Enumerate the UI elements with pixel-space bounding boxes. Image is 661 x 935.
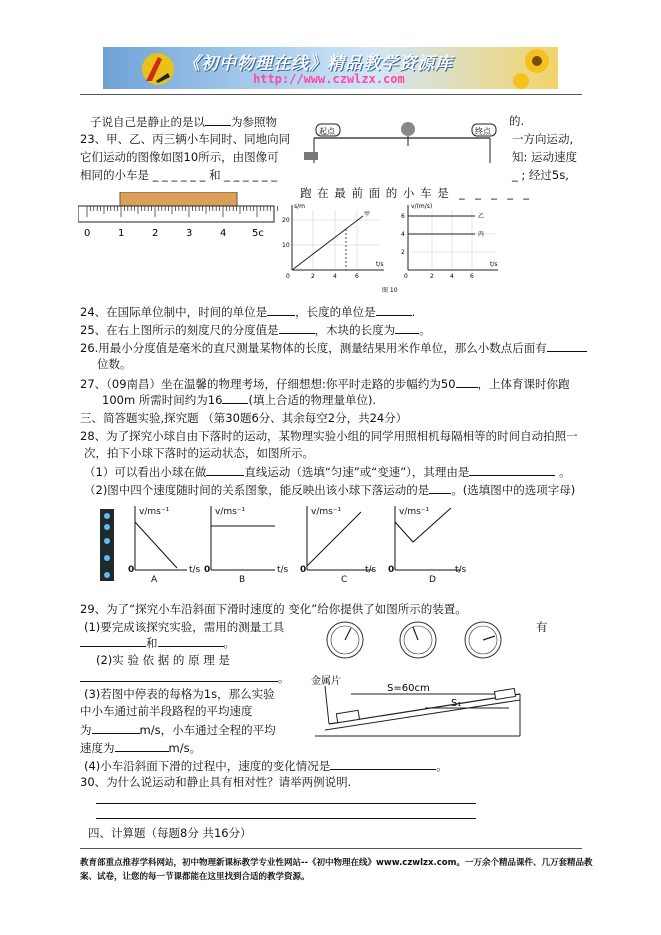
q29-line2-end: 有 [536,620,548,634]
header-title: 《初中物理在线》精品教学资源库 [183,54,453,74]
stopwatches [325,618,525,662]
right-graph-ylabel: v/(m/s) [411,203,433,210]
q28-line1: 28、为了探究小球自由下落时的运动，某物理实验小组的同学用照相机每隔相等的时间自动拍照一 [80,429,578,443]
fig10-end: 终点 [475,127,491,136]
ruler-label-3: 3 [186,228,193,239]
ruler-label-0: 0 [84,228,91,239]
incline-apparatus [305,672,527,744]
q23-line4: 跑 在 最 前 面 的 小 车 是 _ _ _ _ _ [300,186,531,200]
q29-line8: 为 m/s，小车通过全程的平均 [80,723,276,737]
vt-graphs [125,500,475,590]
q30-line: 30、为什么说运动和静止具有相对性？请举两例说明. [80,775,352,789]
ball-photo [100,509,114,581]
q29-line6: (3)若图中停表的每格为1s，那么实验 [84,687,275,701]
right-xtick-2: 2 [430,273,434,280]
q29-line2: (1)要完成该探究实验，需用的测量工具 [84,620,285,634]
sunflower-icon [513,47,558,89]
q29-line7: 中小车通过前半段路程的平均速度 [80,704,253,718]
q29-line10: (4)小车沿斜面下滑的过程中，速度的变化情况是 。 [84,759,448,773]
left-graph-xlabel: t/s [376,261,384,268]
logo-icon [138,51,178,87]
answer-line [96,818,476,819]
ruler-label-5: 5c [252,228,264,239]
footer-text: 教育部重点推荐学科网站，初中物理新课标教学专业性网站--《初中物理在线》www.czwlzx.com。一万余个精品课件、几万套精品教案、试卷，让您的每一节课都能在这里找到合适的教学资源。 [80,858,593,882]
ruler [78,192,278,242]
q22-line: 子说自己是静止的是以 为参照物 [90,115,277,129]
right-ytick-2: 2 [401,249,405,256]
left-graph-ylabel: s/m [294,203,305,210]
fig10-start: 起点 [319,127,335,136]
q23-line3: 相同的小车是 _ _ _ _ _ _ 和 _ _ _ _ _ _ [80,168,278,182]
ball [104,524,110,530]
q29-line5: 。 [80,669,290,686]
vt-c-xlabel: t/s [365,565,377,575]
section-4-title: 四、计算题（每题8分 共16分） [88,826,252,840]
distance-s-label: S=60cm [387,683,430,694]
q29-line9: 速度为 m/s。 [80,741,202,755]
vt-b-ylabel: v/ms⁻¹ [215,507,246,517]
q22-end: 的. [509,114,525,128]
ball [104,555,110,561]
ball [104,572,110,578]
left-xtick-0: 0 [286,273,290,280]
right-xtick-6: 6 [470,273,474,280]
answer-line [96,803,476,804]
left-series-jia: 甲 [364,211,371,218]
q23-line1: 23、甲、乙、丙三辆小车同时、同地向同 [80,132,291,146]
q29-line3: 和 。 [80,634,235,651]
fig10-graphs [280,200,505,295]
q23-line3-end: _ ; 经过5s, [512,168,569,182]
distance-s1-label: S₁ [451,698,462,709]
header-rule [80,94,582,95]
section-3-title: 三、简答题实验,探究题 （第30题6分、其余每空2分，共24分） [80,411,408,425]
vt-c-letter: C [341,575,348,585]
vt-a-xlabel: t/s [189,565,201,575]
q26-line2: 位数。 [97,357,132,371]
q26-line1: 26.用最小分度值是毫米的直尺测量某物体的长度，测量结果用米作单位，那么小数点后面有 [80,339,587,356]
q23-line2-end: 知: 运动速度 [512,150,578,164]
q24-line: 24、在国际单位制中，时间的单位是 ，长度的单位是 . [80,305,416,319]
left-ytick-20: 20 [282,217,290,224]
ball [104,538,110,544]
vt-a-letter: A [151,575,158,585]
vt-d-ylabel: v/ms⁻¹ [399,507,430,517]
vt-b-xlabel: t/s [277,565,289,575]
left-xtick-6: 6 [355,273,359,280]
footer-rule [80,848,582,849]
q28-line4: （2)图中四个速度随时间的关系图象，能反映出该小球下落运动的是 。(选填图中的选项字母) [84,483,576,497]
q27-line1: 27、（09南昌）坐在温馨的物理考场，仔细想想:你平时走路的步幅约为50 ，上体育课时你跑 [80,377,570,391]
header-url: http://www.czwlzx.com [253,72,405,86]
q28-line3: （1）可以看出小球在做 直线运动（选填“匀速”或“变速”），其理由是 。 [84,465,571,479]
left-xtick-4: 4 [333,273,337,280]
q23-line2: 它们运动的图像如图10所示，由图像可 [80,150,279,164]
q27-line2: 100m 所需时间约为16 (填上合适的物理量单位). [102,393,377,407]
q29-line1: 29、为了“探究小车沿斜面下滑时速度的 变化”给你提供了如图所示的装置。 [80,602,467,616]
left-xtick-2: 2 [311,273,315,280]
ball [104,513,110,519]
right-series-bing: 丙 [478,231,485,238]
q29-line4: (2)实 验 依 据 的 原 理 是 [96,653,230,667]
vt-d-letter: D [429,575,436,585]
right-series-yi: 乙 [478,213,485,220]
vt-c-ylabel: v/ms⁻¹ [311,507,342,517]
q25-line: 25、在右上图所示的刻度尺的分度值是 ，木块的长度为 。 [80,323,431,337]
metal-plate-label: 金属片 [311,676,341,687]
vt-c-origin: 0 [300,565,307,575]
vt-d-origin: 0 [388,565,395,575]
right-xtick-0: 0 [404,273,408,280]
right-graph-xlabel: t/s [490,261,498,268]
q23-line1-end: 一方向运动, [512,132,574,146]
right-ytick-4: 4 [401,231,405,238]
vt-b-letter: B [239,575,246,585]
vt-a-origin: 0 [128,565,135,575]
ruler-label-1: 1 [118,228,125,239]
vt-d-xlabel: t/s [455,565,467,575]
left-ytick-10: 10 [282,242,290,249]
q28-line2: 次，拍下小球下落时的运动状态，如图所示。 [84,446,314,460]
fig10-caption: 图 10 [382,287,398,294]
right-ytick-6: 6 [401,213,405,220]
vt-a-ylabel: v/ms⁻¹ [139,507,170,517]
right-xtick-4: 4 [450,273,454,280]
vt-b-origin: 0 [204,565,211,575]
header-banner [103,47,558,89]
ruler-label-2: 2 [152,228,159,239]
ruler-label-4: 4 [220,228,227,239]
fig10-track [300,118,505,168]
